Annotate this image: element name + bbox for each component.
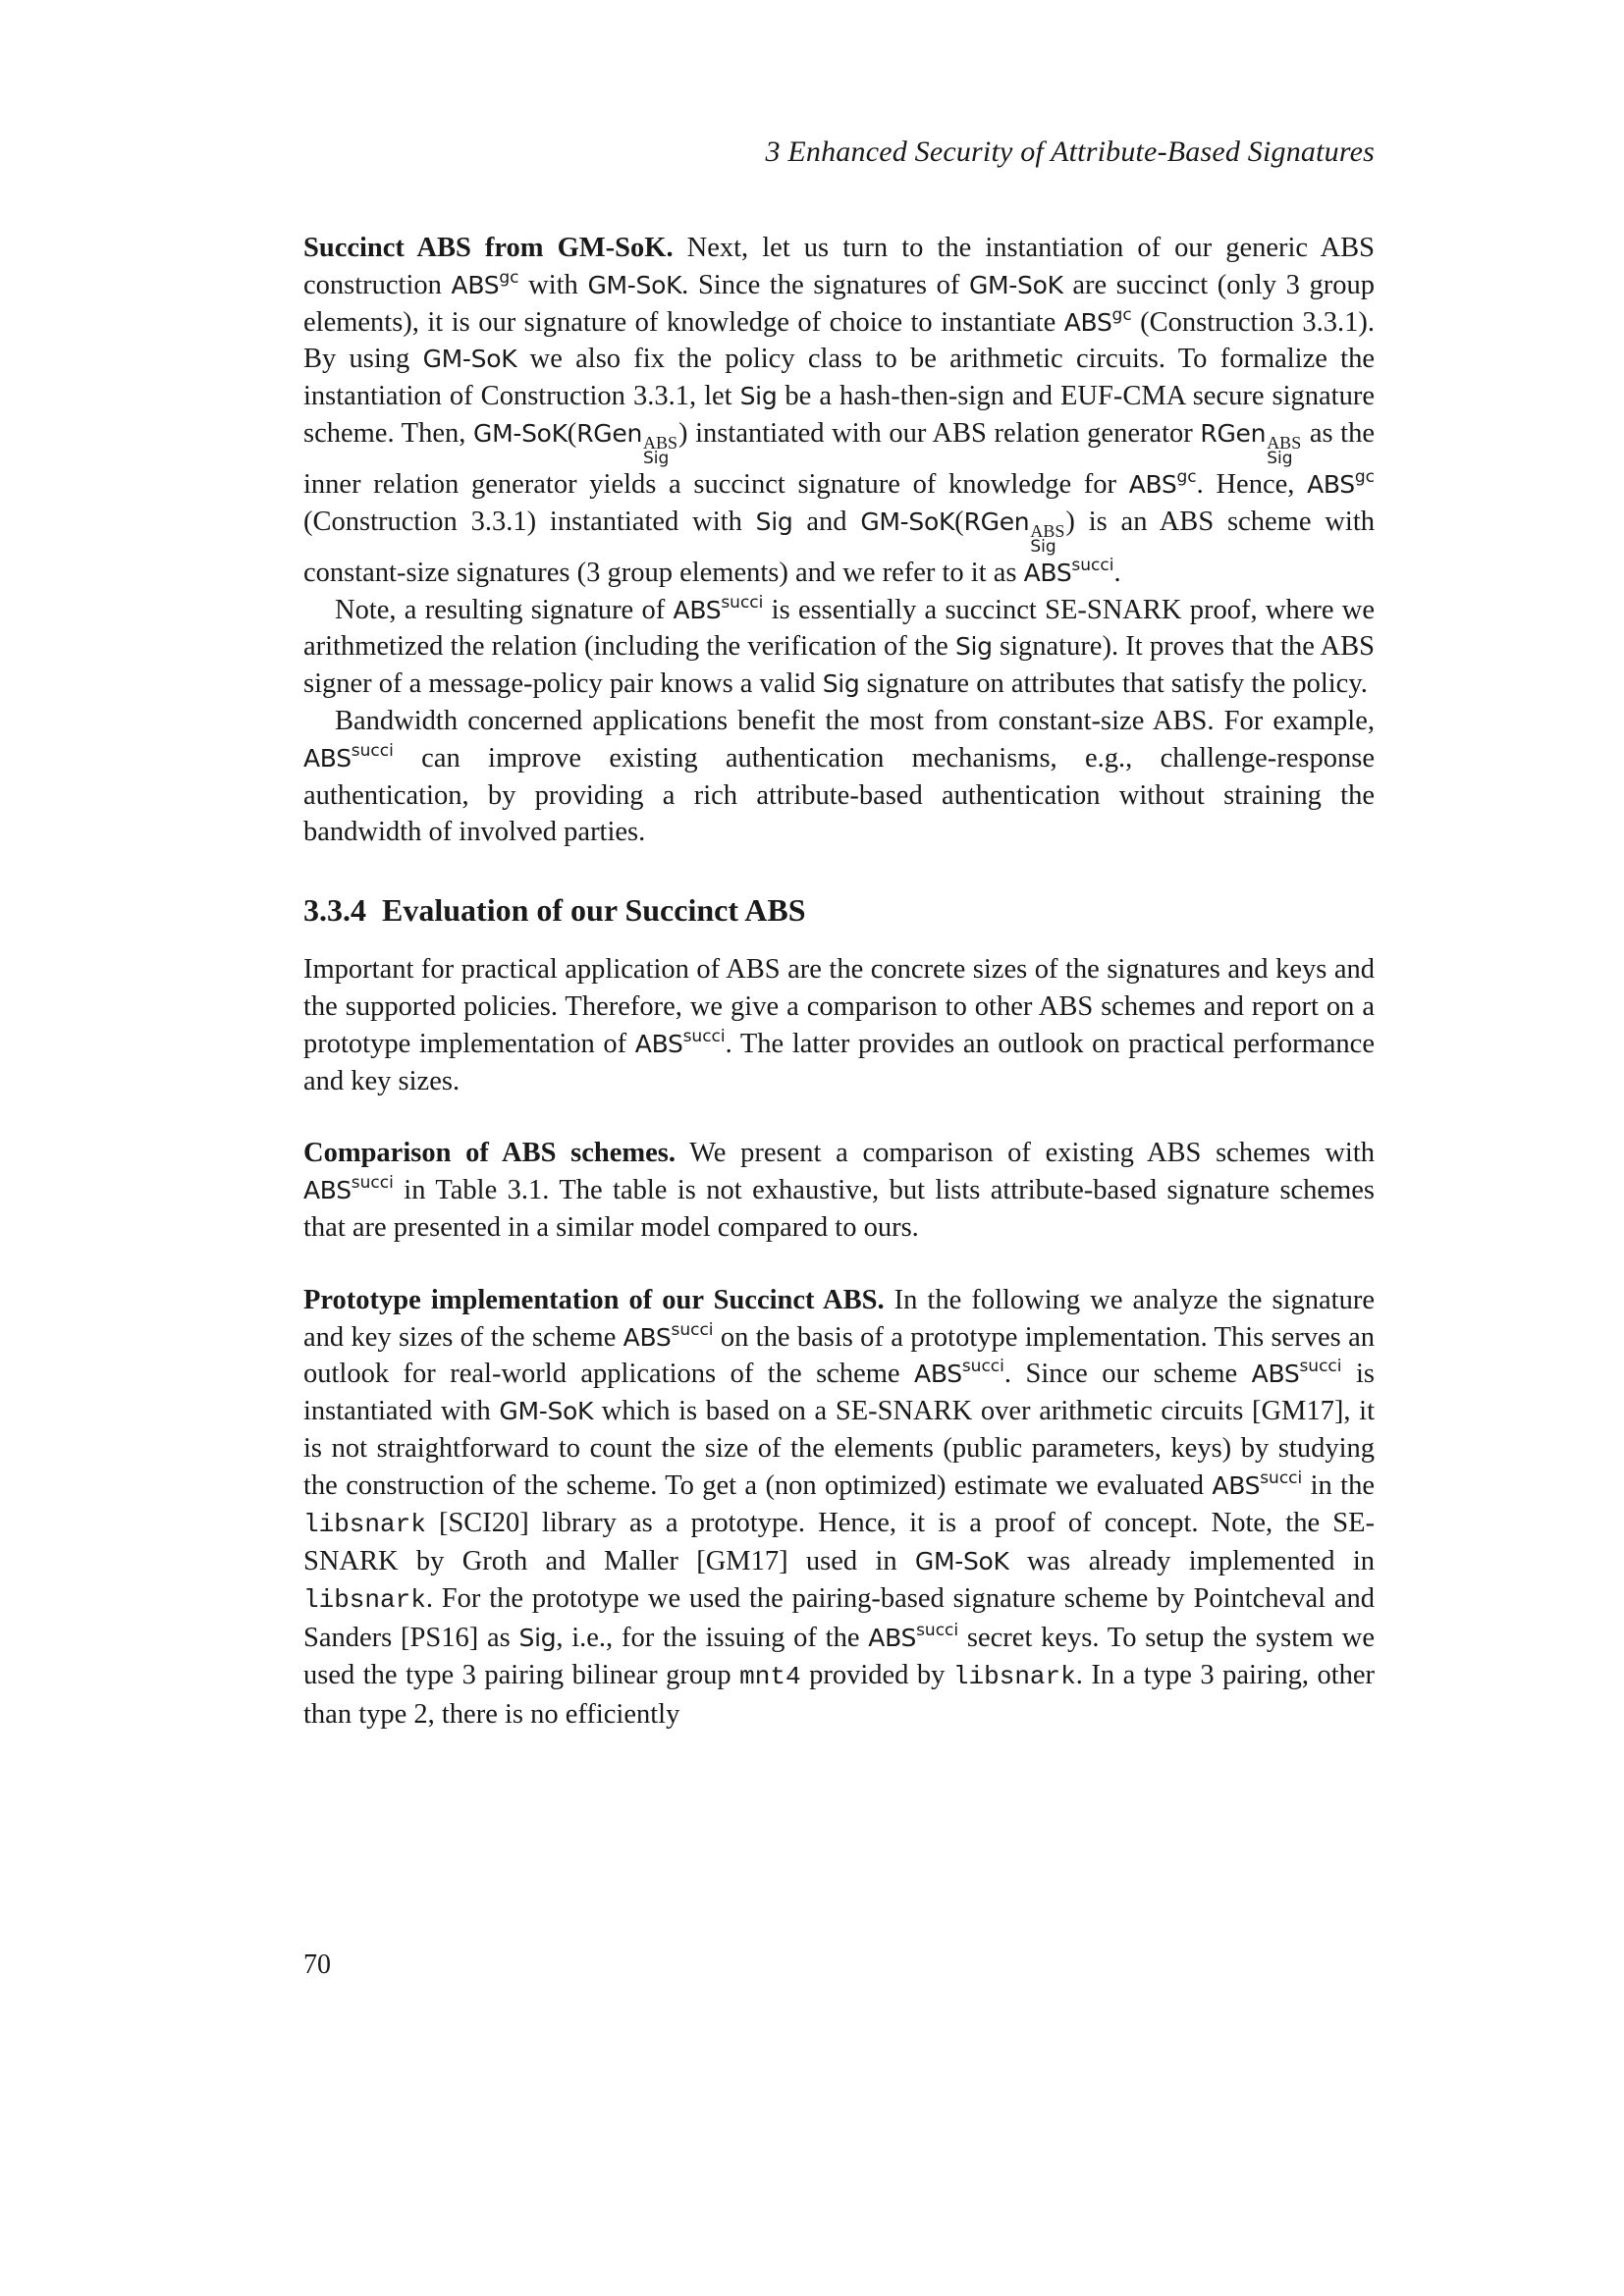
runin-heading: Prototype implementation of our Succinct ABS. — [303, 1284, 885, 1315]
runin-heading: Comparison of ABS schemes. — [303, 1138, 676, 1169]
runin-heading: Succinct ABS from GM-SoK. — [303, 233, 674, 263]
paragraph-resulting-signature: Note, a resulting signature of $ABS^{succi}$ is essentially a succinct SE-SNARK proof, where we arithmetized the relation (including the verification of the Sig signature). It proves that the ABS signer of a message-policy pair knows a valid Sig signature on attributes that satisfy the policy. — [303, 592, 1376, 700]
paragraph-evaluation-intro: Important for practical application of ABS are the concrete sizes of the signatures and keys and the supported policies. Therefore, we give a comparison to other ABS schemes and report on a prototype implementation of $ABS^{succi}$. The latter provides an outlook on practical performance and key sizes. — [303, 954, 1375, 1096]
running-head: 3 Enhanced Security of Attribute-Based Signatures — [765, 135, 1375, 168]
section-heading: 3.3.4 Evaluation of our Succinct ABS — [303, 892, 806, 929]
paragraph-succinct-abs-from-gm-sok: Succinct ABS from GM-SoK. Next, let us turn to the instantiation of our generic ABS construction $ABS^{gc}$ with GM-SoK. Since the signatures of GM-SoK are succinct (only 3 group elements), it is our signature of knowledge of choice to instantiate $ABS^{gc}$ (Construction 3.3.1). By using GM-SoK we also fix the policy class to be arithmetic circuits. To formalize the instantiation of Construction 3.3.1, let Sig be a hash-then-sign and EUF-CMA secure signature scheme. Then, GM-SoK(RGen ABS Sig ) instantiated with our ABS relation generator RGen ABS Sig as the inner relation generator yields a succinct signature of knowledge for $ABS^{gc}$. Hence, $ABS^{gc}$ (Construction 3.3.1) instantiated with Sig and GM-SoK(RGen ABS Sig ) is an ABS scheme with constant-size signatures (3 group elements) and we refer to it as $ABS^{succi}$. — [303, 233, 1376, 588]
body-text — [303, 230, 1375, 1733]
paragraph-bandwidth: Bandwidth concerned applications benefit the most from constant-size ABS. For example, $ABS^{succi}$ can improve existing authentication mechanisms, e.g., challenge-response authentication, by providing a rich attribute-based authentication without straining the bandwidth of involved parties. — [303, 705, 1375, 848]
page-number: 70 — [303, 1949, 331, 1980]
rgen-sub-sup: ABS Sig — [643, 432, 678, 468]
paragraph-comparison: Comparison of ABS schemes. We present a comparison of existing ABS schemes with $ABS^{succi}$ in Table 3.1. The table is not exhaustive, but lists attribute-based signature schemes that are presented in a similar model compared to ours. — [303, 1138, 1375, 1243]
paragraph-prototype: Prototype implementation of our Succinct ABS. In the following we analyze the signature and key sizes of the scheme $ABS^{succi}$ on the basis of a prototype implementation. This serves an outlook for real-world applications of the scheme $ABS^{succi}$. Since our scheme $ABS^{succi}$ is instantiated with GM-SoK which is based on a SE-SNARK over arithmetic circuits [GM17], it is not straightforward to count the size of the elements (public parameters, keys) by studying the construction of the scheme. To get a (non optimized) estimate we evaluated $ABS^{succi}$ in the libsnark [SCI20] library as a prototype. Hence, it is a proof of concept. Note, the SE-SNARK by Groth and Maller [GM17] used in GM-SoK was already implemented in libsnark. For the prototype we used the pairing-based signature scheme by Pointcheval and Sanders [PS16] as Sig, i.e., for the issuing of the $ABS^{succi}$ secret keys. To setup the system we used the type 3 pairing bilinear group mnt4 provided by libsnark. In a type 3 pairing, other than type 2, there is no efficiently — [303, 1284, 1376, 1730]
